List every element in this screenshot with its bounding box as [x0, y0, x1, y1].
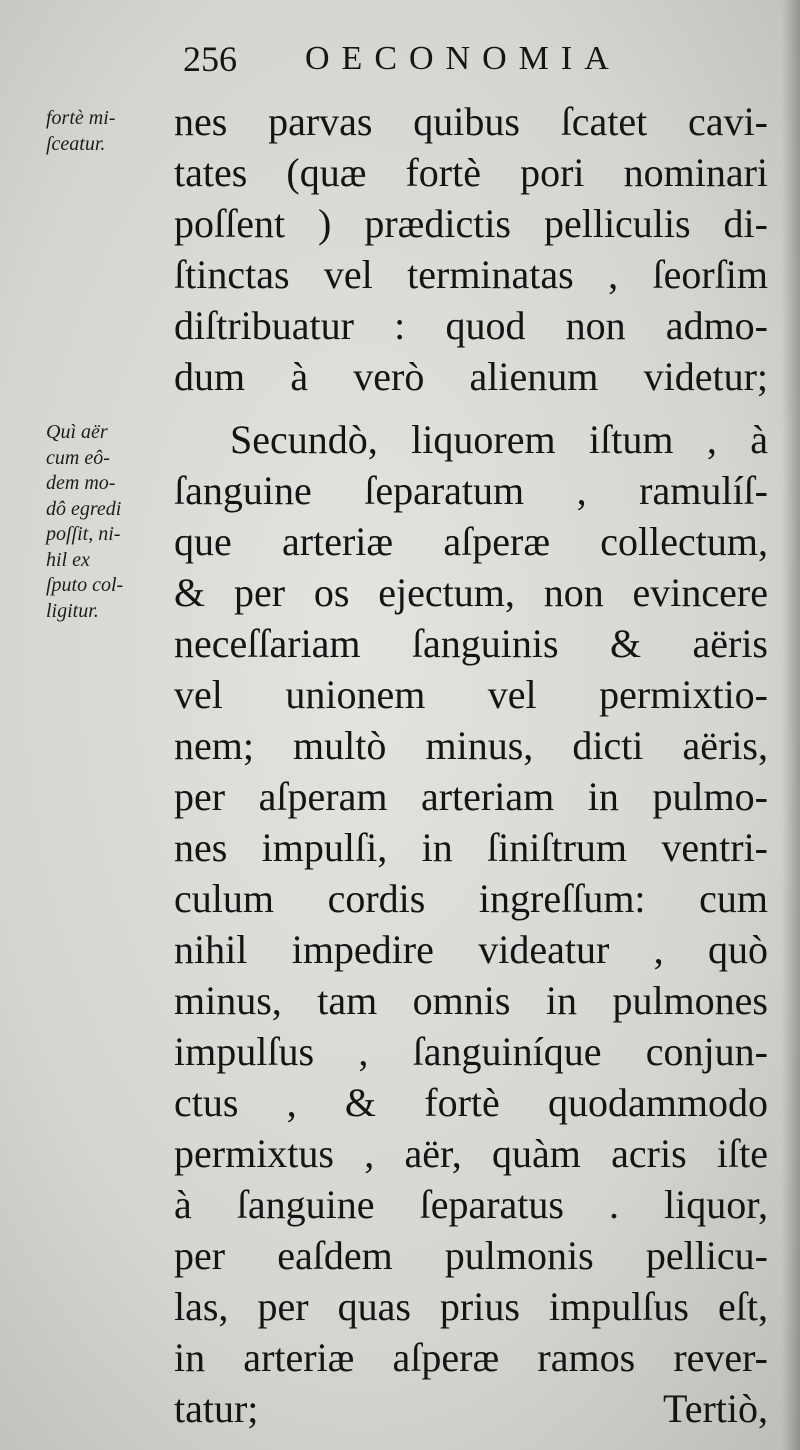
text-line: dum à verò alienum videtur;: [174, 354, 768, 399]
marginal-note-line: ſceatur.: [46, 132, 106, 155]
text-line: tates (quæ fortè pori nominari: [174, 150, 768, 195]
text-line: per aſperam arteriam in pulmo-: [174, 774, 768, 819]
catchword: Tertiò,: [663, 1386, 768, 1431]
marginal-note-1: [46, 106, 176, 157]
text-line: Secundò, liquorem iſtum , à: [230, 417, 768, 462]
text-line: poſſent ) prædictis pelliculis di-: [174, 201, 768, 246]
text-line: ſanguine ſeparatum , ramulíſ-: [174, 468, 768, 513]
text-line: in arteriæ aſperæ ramos rever-: [174, 1335, 768, 1380]
text-line: ctus , & fortè quodammodo: [174, 1080, 768, 1125]
text-line: nihil impedire videatur , quò: [174, 927, 768, 972]
marginal-note-line: ligitur.: [46, 599, 99, 622]
text-line: nem; multò minus, dicti aëris,: [174, 723, 768, 768]
last-text-line: [174, 1383, 768, 1434]
text-line: diſtribuatur : quod non admo-: [174, 303, 768, 348]
marginal-note-line: hil ex: [46, 548, 90, 571]
text-line: & per os ejectum, non evincere: [174, 570, 768, 615]
text-line: per eaſdem pulmonis pellicu-: [174, 1233, 768, 1278]
page-header: [183, 38, 743, 88]
marginal-note-line: dem mo-: [46, 472, 116, 494]
marginal-note-line: ſputo col-: [46, 574, 124, 596]
body-text: [174, 96, 768, 1434]
text-line: ſtinctas vel terminatas , ſeorſim: [174, 252, 768, 297]
text-line: à ſanguine ſeparatus . liquor,: [174, 1182, 768, 1227]
page-edge-shadow: [782, 0, 800, 1450]
marginal-note-line: poſſit, ni-: [46, 523, 121, 545]
text-line: permixtus , aër, quàm acris iſte: [174, 1131, 768, 1176]
marginal-note-line: cum eô-: [46, 446, 110, 469]
text-line: nes parvas quibus ſcatet cavi-: [174, 99, 768, 144]
text-line: culum cordis ingreſſum: cum: [174, 876, 768, 921]
marginal-note-2: [46, 420, 176, 624]
running-title: OECONOMIA: [305, 40, 621, 77]
text-line: que arteriæ aſperæ collectum,: [174, 519, 768, 564]
marginal-note-line: fortè mi-: [46, 107, 116, 129]
text-line: tatur;: [174, 1386, 259, 1431]
text-line: vel unionem vel permixtio-: [174, 672, 768, 717]
text-line: minus, tam omnis in pulmones: [174, 978, 768, 1023]
text-line: neceſſariam ſanguinis & aëris: [174, 621, 768, 666]
text-line: nes impulſi, in ſiniſtrum ventri-: [174, 825, 768, 870]
marginal-note-line: Quì aër: [46, 421, 108, 443]
text-line: impulſus , ſanguiníque conjun-: [174, 1029, 768, 1074]
text-line: las, per quas prius impulſus eſt,: [174, 1284, 768, 1329]
marginal-note-line: dô egredi: [46, 497, 122, 520]
page-number: 256: [183, 39, 237, 79]
